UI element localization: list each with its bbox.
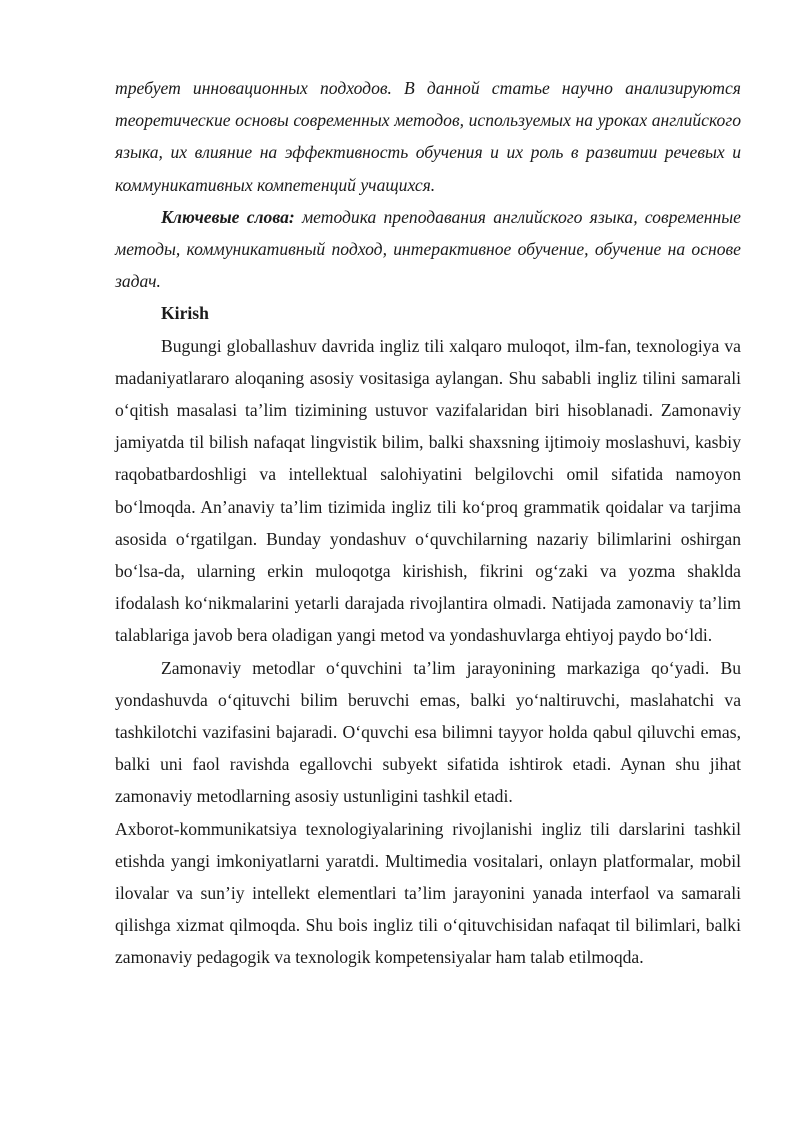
section-heading: Kirish bbox=[161, 303, 209, 324]
body-paragraph-1: Bugungi globallashuv davrida ingliz tili xalqaro muloqot, ilm-fan, texnologiya va madaniyatlararo aloqaning asosiy vositasiga aylangan. Shu sababli ingliz tilini samarali o‘qitish masalasi ta’lim tizimining ustuvor vazifalaridan biri hisoblanadi. Zamonaviy jamiyatda til bilish nafaqat lingvistik bilim, balki shaxsning ijtimoiy moslashuvi, kasbiy raqobatbardoshligi va intellektual salohiyatini belgilovchi omil sifatida namoyon bo‘lmoqda. An’anaviy ta’lim tizimida ingliz tili ko‘proq grammatik qoidalar va tarjima asosida o‘rgatilgan. Bunday yondashuv o‘quvchilarning nazariy bilimlarini oshirgan bo‘lsa-da, ularning erkin muloqotga kirishish, fikrini og‘zaki va yozma shaklda ifodalash ko‘nikmalarini yetarli darajada rivojlantira olmadi. Natijada zamonaviy ta’lim talablariga javob bera oladigan yangi metod va yondashuvlarga ehtiyoj paydo bo‘ldi. bbox=[115, 335, 741, 646]
body-paragraph-2: Zamonaviy metodlar o‘quvchini ta’lim jarayonining markaziga qo‘yadi. Bu yondashuvda o‘qituvchi bilim beruvchi emas, balki yo‘naltiruvchi, maslahatchi va tashkilotchi vazifasini bajaradi. O‘quvchi esa bilimni tayyor holda qabul qiluvchi emas, balki uni faol ravishda egallovchi subyekt sifatida ishtirok etadi. Aynan shu jihat zamonaviy metodlarning asosiy ustunligini tashkil etadi. bbox=[115, 657, 741, 807]
abstract-paragraph: требует инновационных подходов. В данной статье научно анализируются теоретические основы современных методов, используемых на уроках английского языка, их влияние на эффективность обучения и их роль в развитии речевых и коммуникативных компетенций учащихся. bbox=[115, 78, 741, 195]
page-content bbox=[115, 72, 741, 974]
body-paragraph-3: Axborot-kommunikatsiya texnologiyalarining rivojlanishi ingliz tili darslarini tashkil etishda yangi imkoniyatlarni yaratdi. Multimedia vositalari, onlayn platformalar, mobil ilovalar va sun’iy intellekt elementlari ta’lim jarayonini yanada interfaol va samarali qilishga xizmat qilmoqda. Shu bois ingliz tili o‘qituvchisidan nafaqat til bilimlari, balki zamonaviy pedagogik va texnologik kompetensiyalar ham talab etilmoqda. bbox=[115, 818, 741, 968]
keywords-paragraph bbox=[115, 201, 741, 298]
keywords-label: Ключевые слова: bbox=[161, 206, 295, 227]
keywords-text: методика преподавания английского языка, современные методы, коммуникативный подход, интерактивное обучение, обучение на основе задач. bbox=[115, 206, 741, 292]
